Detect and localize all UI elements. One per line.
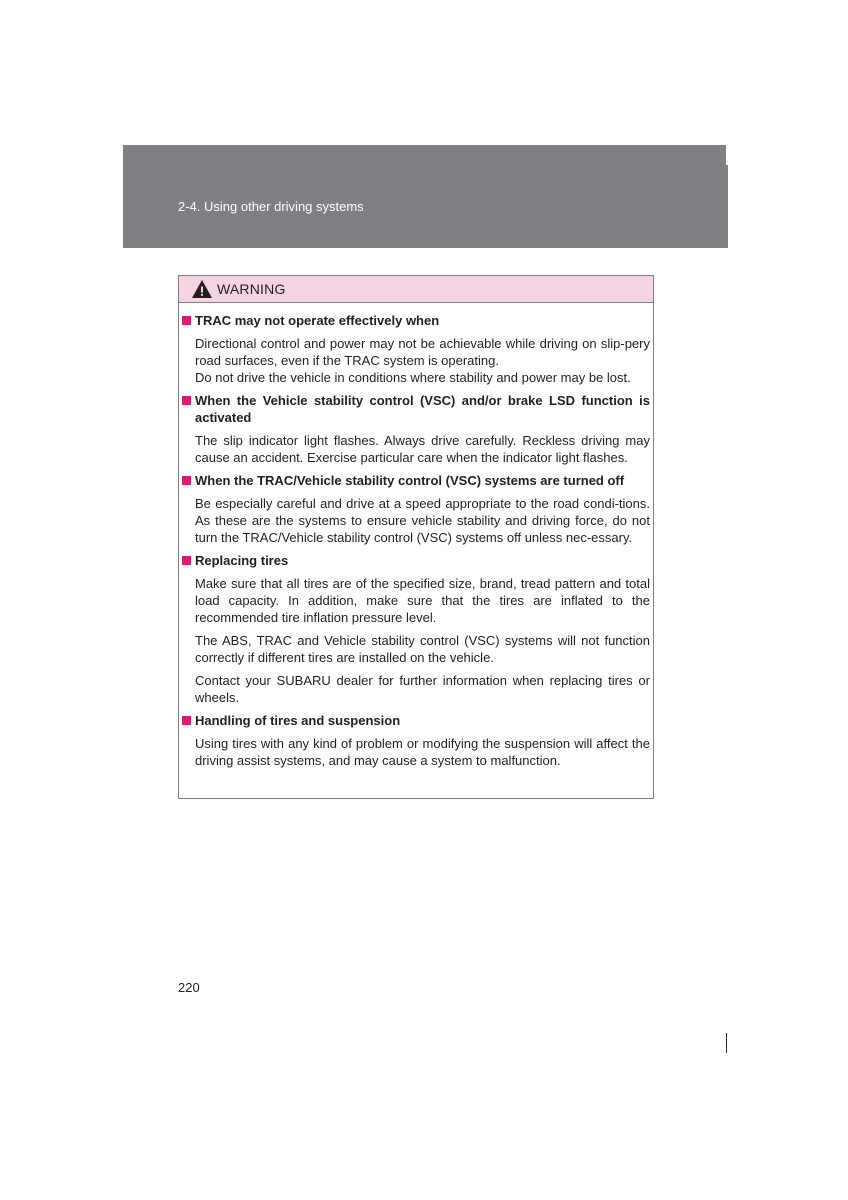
warning-content (182, 312, 650, 769)
heading-text: When the Vehicle stability control (VSC) and/or brake LSD function is activated (195, 393, 650, 425)
warning-item-heading (182, 312, 650, 329)
heading-text: TRAC may not operate effectively when (195, 313, 440, 328)
warning-paragraph: Be especially careful and drive at a speed appropriate to the road condi-tions. As these are the systems to ensure vehicle stability and driving force, do not turn the TRAC/Vehicle stability control (VSC) systems off unless nec-essary. (195, 496, 650, 545)
warning-paragraph: Using tires with any kind of problem or modifying the suspension will affect the driving assist systems, and may cause a system to malfunction. (195, 736, 650, 768)
warning-paragraph: Contact your SUBARU dealer for further information when replacing tires or wheels. (195, 673, 650, 705)
warning-paragraph: Make sure that all tires are of the specified size, brand, tread pattern and total load capacity. In addition, make sure that the tires are inflated to the recommended tire inflation pressure level. (195, 576, 650, 625)
warning-paragraph: Directional control and power may not be achievable while driving on slip-pery road surfaces, even if the TRAC system is operating. (195, 336, 650, 368)
warning-header (179, 276, 653, 303)
header-band (123, 145, 728, 248)
warning-paragraph: The ABS, TRAC and Vehicle stability control (VSC) systems will not function correctly if different tires are installed on the vehicle. (195, 633, 650, 665)
warning-paragraph: The slip indicator light flashes. Always drive carefully. Reckless driving may cause an accident. Exercise particular care when the indicator light flashes. (195, 433, 650, 465)
square-bullet-icon (182, 316, 191, 325)
heading-text: When the TRAC/Vehicle stability control (VSC) systems are turned off (195, 473, 625, 488)
warning-item-heading (182, 392, 650, 426)
square-bullet-icon (182, 716, 191, 725)
square-bullet-icon (182, 556, 191, 565)
warning-paragraph: Do not drive the vehicle in conditions where stability and power may be lost. (195, 370, 631, 385)
warning-item-heading (182, 552, 650, 569)
bottom-edge-mark (726, 1033, 727, 1053)
warning-title: WARNING (217, 281, 286, 297)
warning-item-heading (182, 712, 650, 729)
warning-item-heading (182, 472, 650, 489)
heading-text: Replacing tires (195, 553, 289, 568)
square-bullet-icon (182, 396, 191, 405)
warning-triangle-icon (191, 279, 213, 299)
square-bullet-icon (182, 476, 191, 485)
heading-text: Handling of tires and suspension (195, 713, 401, 728)
warning-box (178, 275, 654, 799)
section-title: 2-4. Using other driving systems (178, 199, 364, 214)
page-number: 220 (178, 980, 200, 995)
top-edge-mark (726, 145, 728, 165)
